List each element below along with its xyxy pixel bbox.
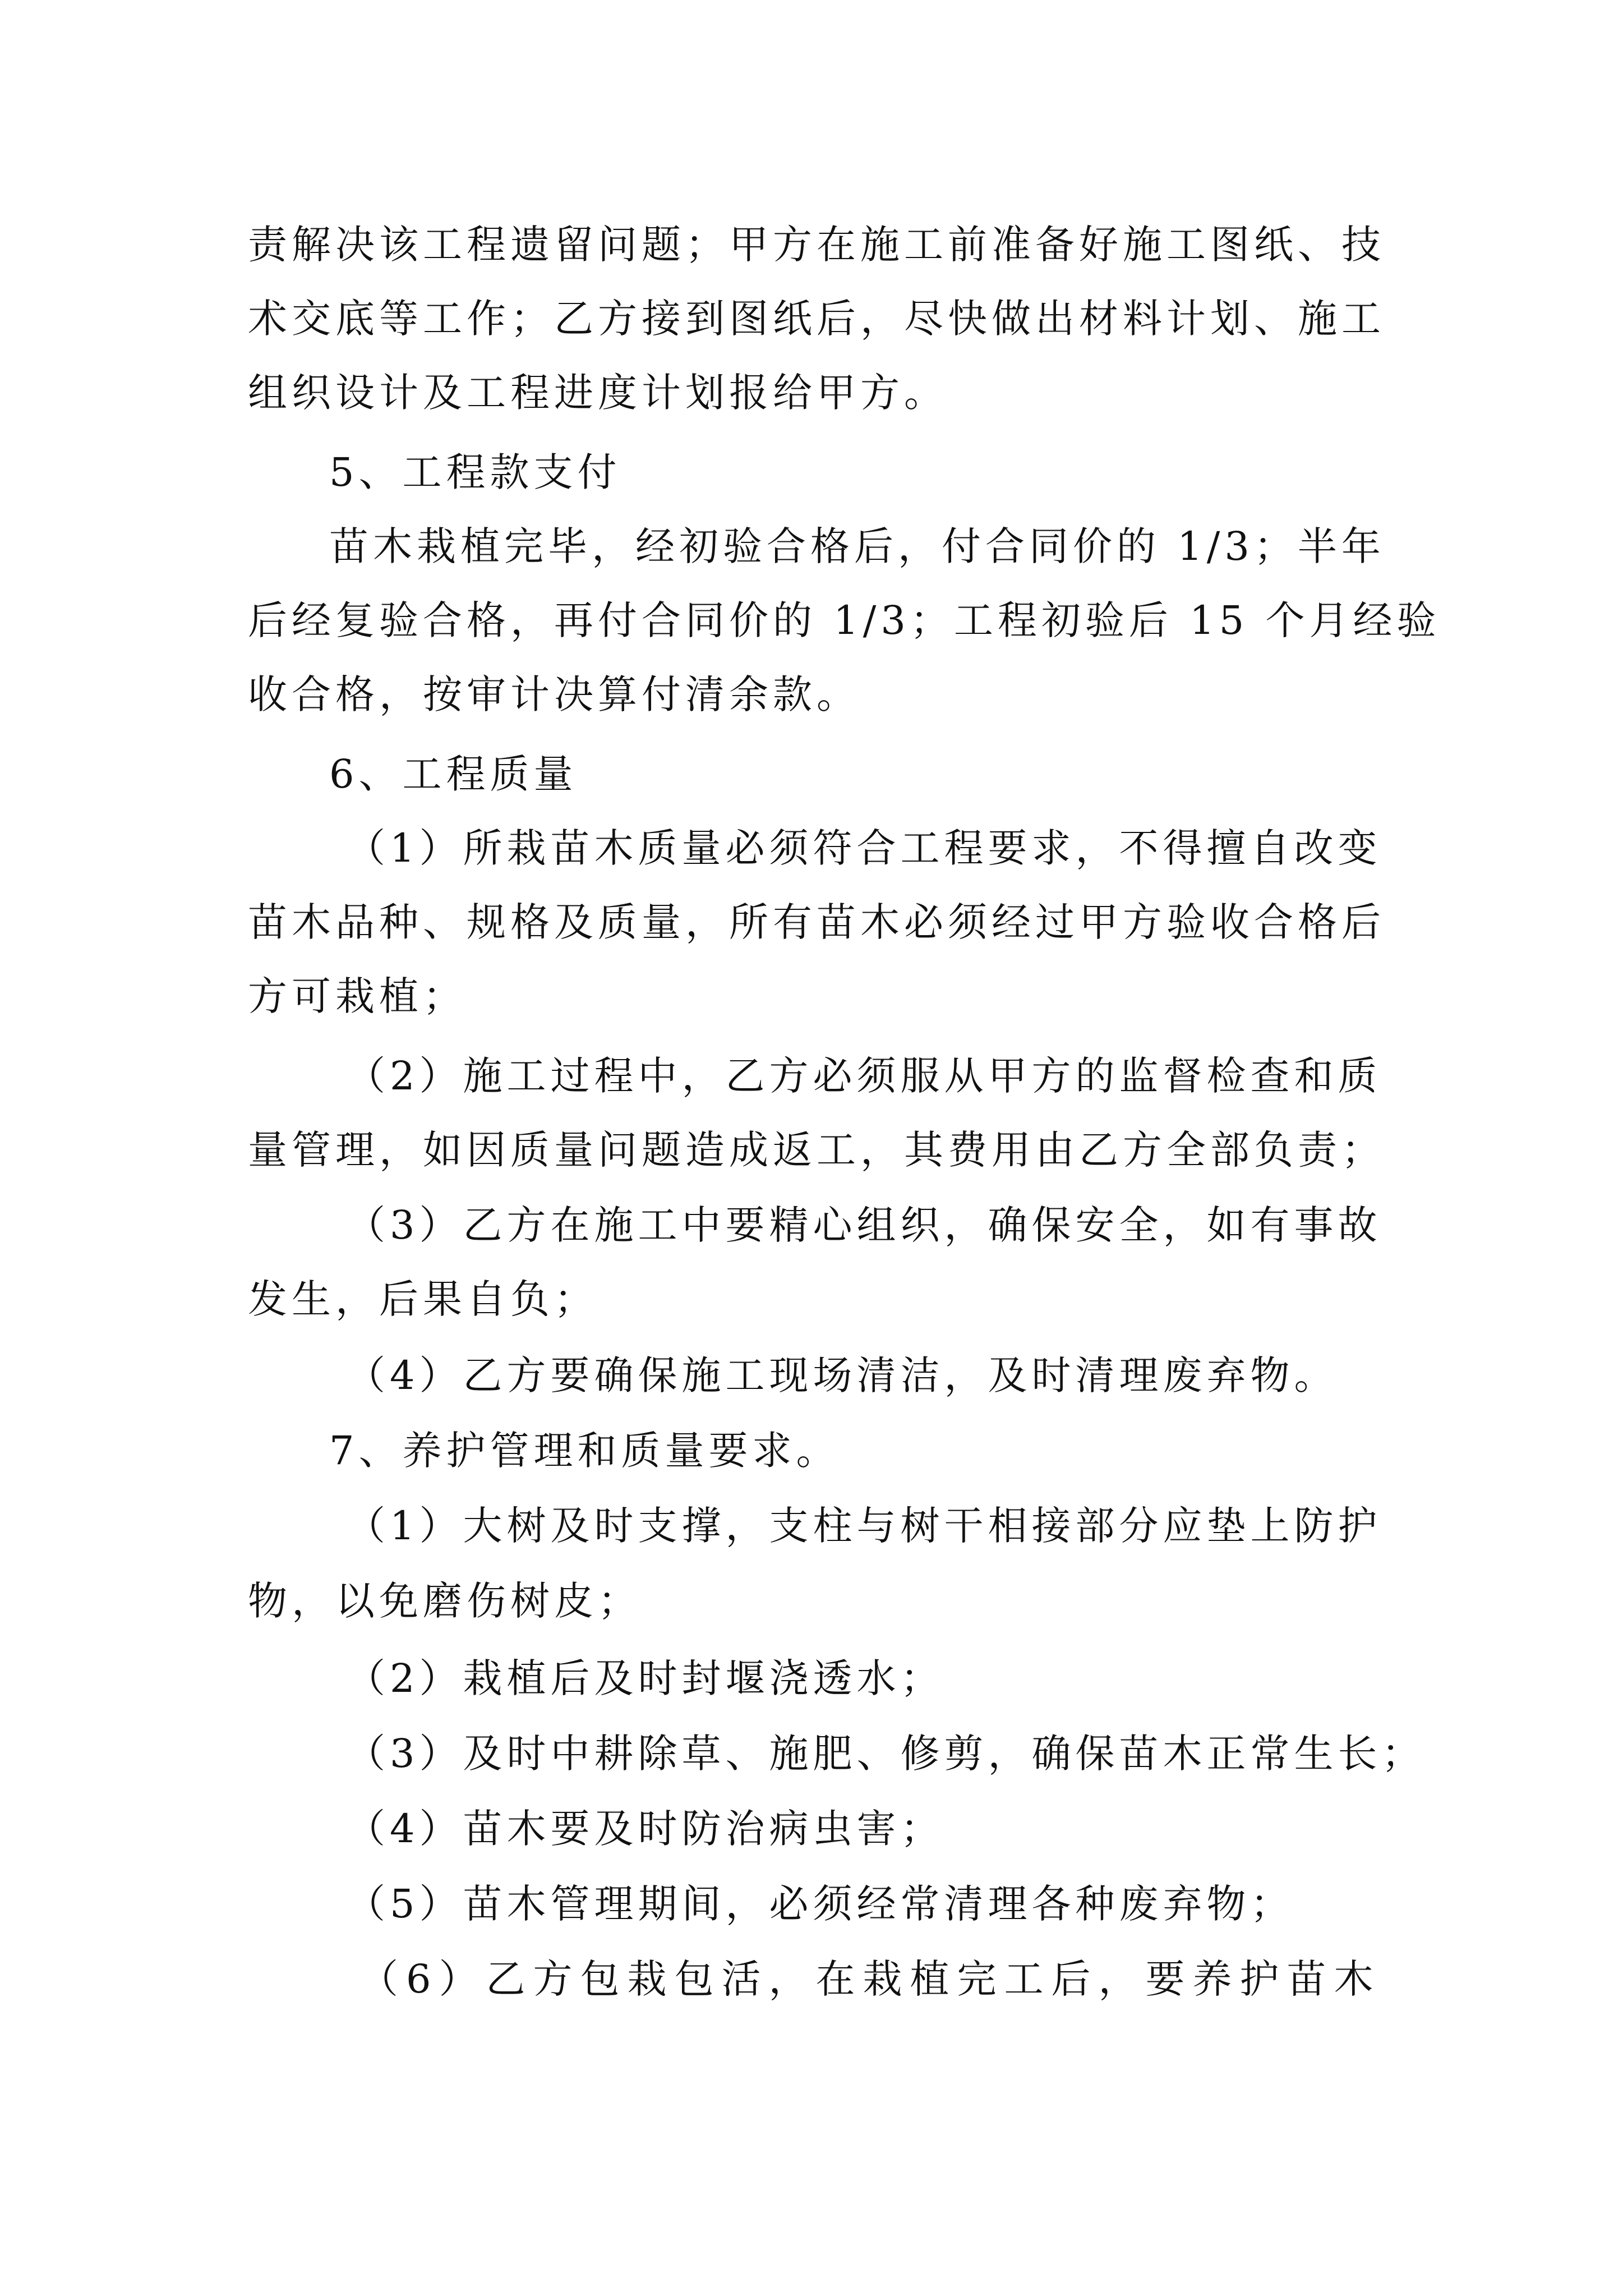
section-heading: 5、工程款支付 bbox=[329, 449, 621, 495]
text-line: 术交底等工作；乙方接到图纸后，尽快做出材料计划、施工 bbox=[248, 296, 1385, 342]
text-line: 发生，后果自负； bbox=[248, 1276, 598, 1322]
text-line: （5）苗木管理期间，必须经常清理各种废弃物； bbox=[346, 1881, 1294, 1927]
text-line: （4）苗木要及时防治病虫害； bbox=[346, 1806, 944, 1852]
text-line: （1）所栽苗木质量必须符合工程要求，不得擅自改变 bbox=[346, 825, 1382, 871]
text-line: 苗木栽植完毕，经初验合格后，付合同价的 1/3；半年 bbox=[329, 523, 1385, 569]
text-line: 苗木品种、规格及质量，所有苗木必须经过甲方验收合格后 bbox=[248, 899, 1385, 945]
text-line: 物，以免磨伤树皮； bbox=[248, 1578, 642, 1624]
text-line: 方可栽植； bbox=[248, 973, 467, 1019]
text-line: （6）乙方包栽包活，在栽植完工后，要养护苗木 bbox=[359, 1956, 1381, 2002]
text-line: 量管理，如因质量问题造成返工，其费用由乙方全部负责； bbox=[248, 1127, 1385, 1173]
text-line: 责解决该工程遗留问题；甲方在施工前准备好施工图纸、技 bbox=[248, 222, 1385, 268]
section-heading: 7、养护管理和质量要求。 bbox=[329, 1428, 840, 1474]
text-line: （3）及时中耕除草、施肥、修剪，确保苗木正常生长； bbox=[346, 1731, 1426, 1777]
text-line: 组织设计及工程进度计划报给甲方。 bbox=[248, 370, 948, 416]
text-line: 后经复验合格，再付合同价的 1/3；工程初验后 15 个月经验 bbox=[248, 597, 1441, 643]
text-line: （3）乙方在施工中要精心组织，确保安全，如有事故 bbox=[346, 1202, 1382, 1248]
text-line: 收合格，按审计决算付清余款。 bbox=[248, 671, 860, 717]
text-line: （2）施工过程中，乙方必须服从甲方的监督检查和质 bbox=[346, 1053, 1382, 1099]
section-heading: 6、工程质量 bbox=[329, 751, 578, 797]
text-line: （1）大树及时支撑，支柱与树干相接部分应垫上防护 bbox=[346, 1503, 1382, 1549]
text-line: （2）栽植后及时封堰浇透水； bbox=[346, 1655, 944, 1701]
text-line: （4）乙方要确保施工现场清洁，及时清理废弃物。 bbox=[346, 1352, 1338, 1398]
